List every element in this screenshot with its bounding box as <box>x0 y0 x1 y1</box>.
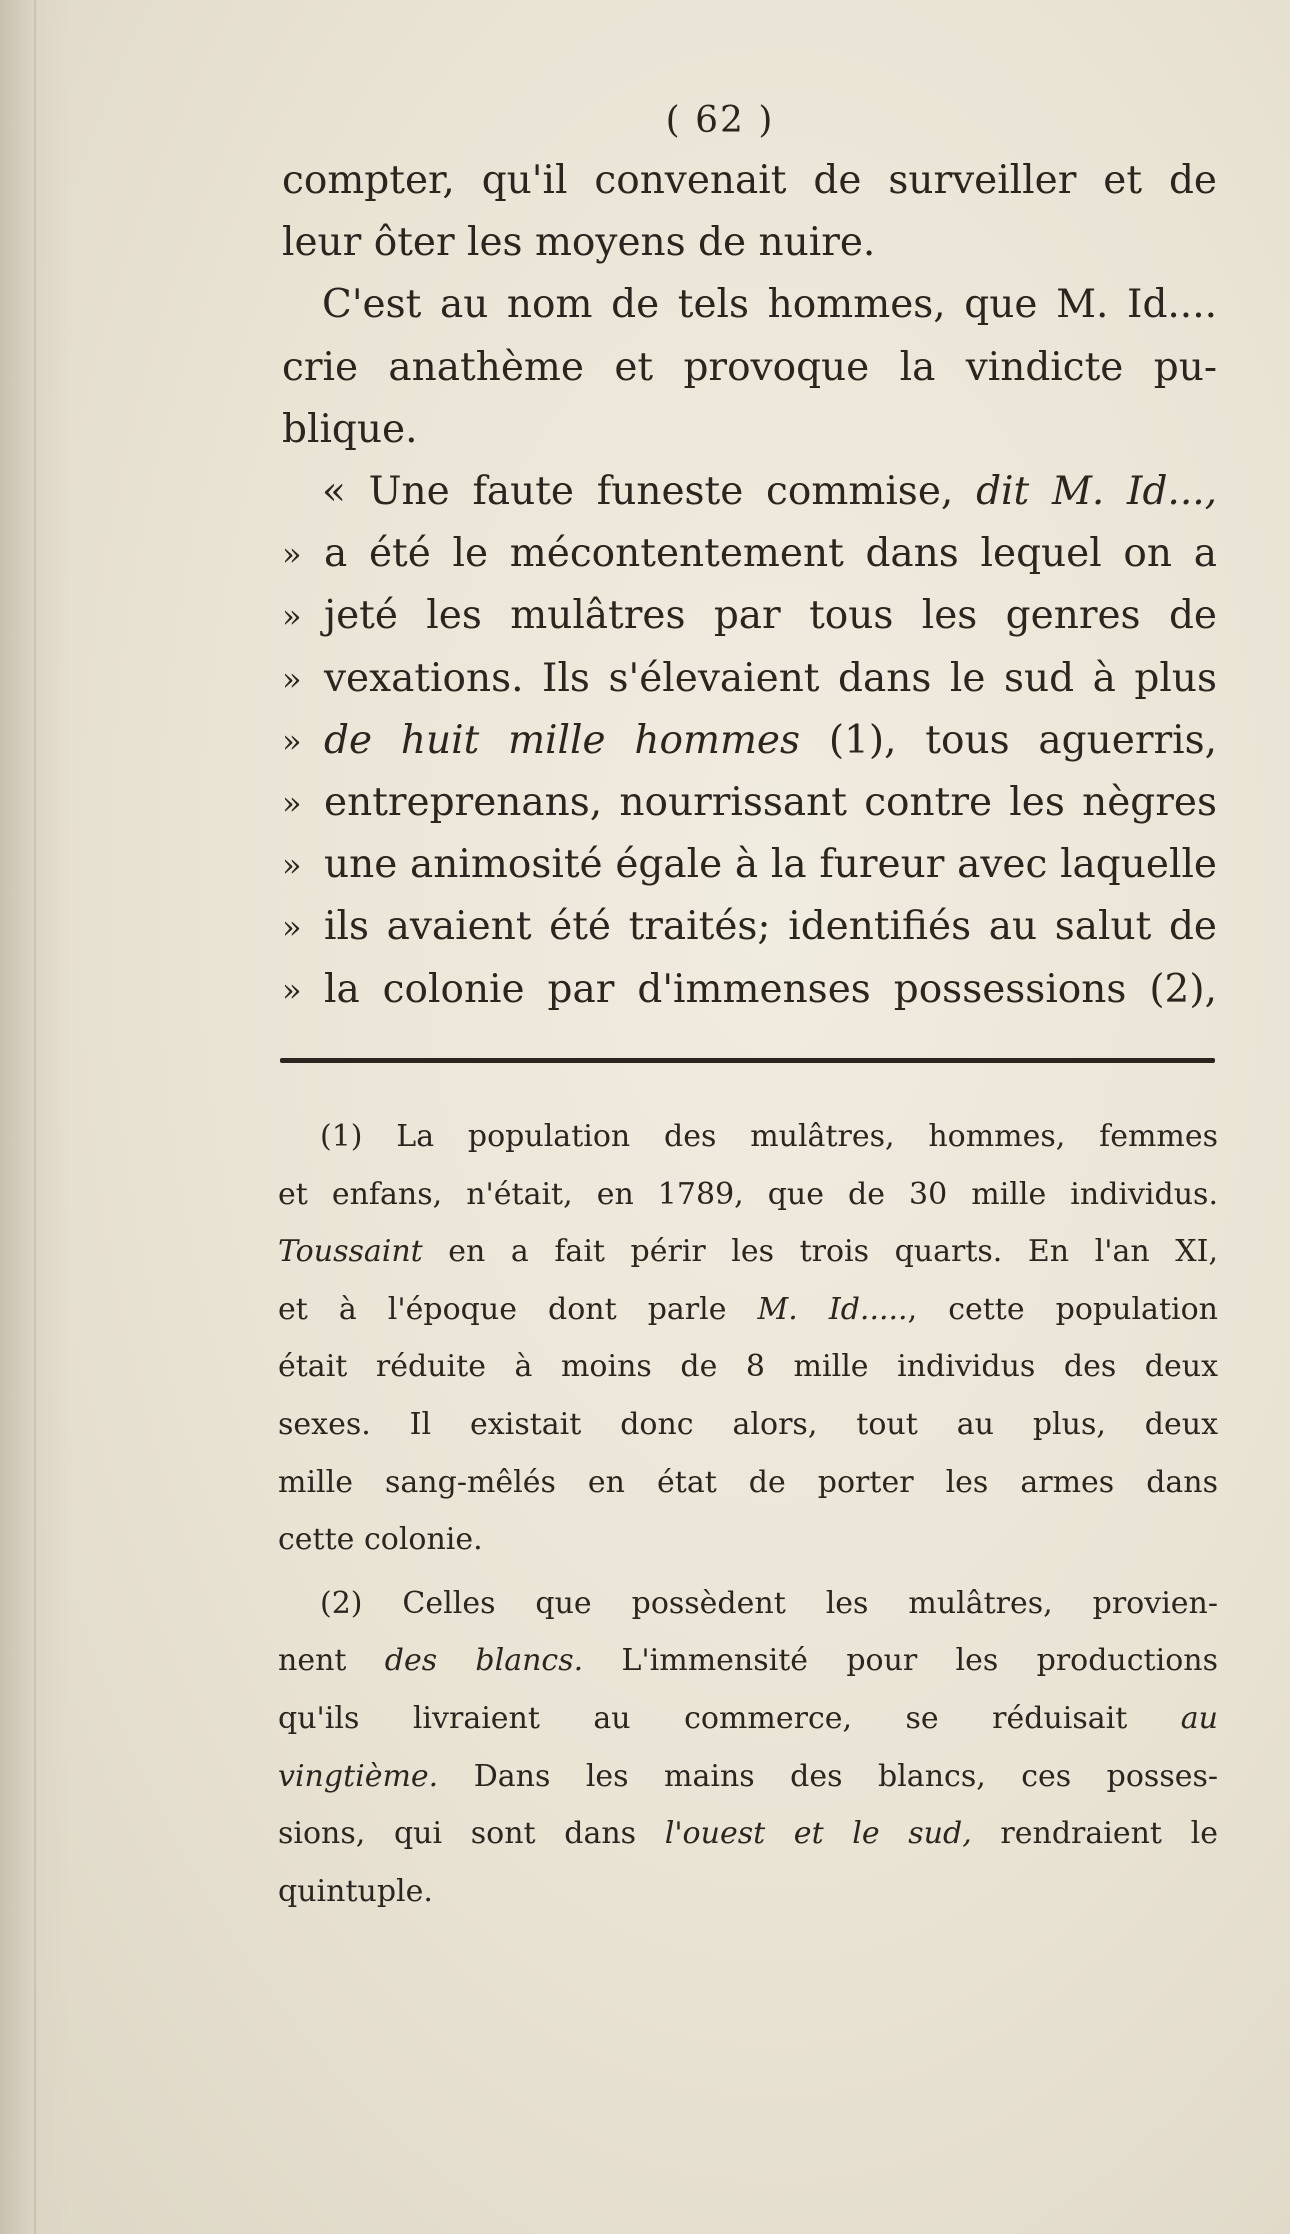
footnote-line: cette colonie. <box>278 1522 483 1558</box>
quote-line: » ils avaient été traités; identifiés au salut de <box>282 904 1217 950</box>
text-line: blique. <box>282 406 418 452</box>
page-number: ( 62 ) <box>665 100 775 141</box>
text-line: crie anathème et provoque la vindicte pu- <box>282 344 1217 390</box>
text-line: C'est au nom de tels hommes, que M. Id.... <box>322 282 1217 328</box>
footnote-line: nent des blancs. L'immensité pour les productions <box>278 1643 1218 1679</box>
footnote-line: (2) Celles que possèdent les mulâtres, provien- <box>320 1585 1218 1621</box>
quote-line: » la colonie par d'immenses possessions (2), <box>282 966 1217 1012</box>
quote-line: » jeté les mulâtres par tous les genres de <box>282 593 1217 639</box>
footnote-line: vingtième. Dans les mains des blancs, ces posses- <box>278 1758 1218 1794</box>
footnote-line: était réduite à moins de 8 mille individus des deux <box>278 1349 1218 1385</box>
quote-line: » vexations. Ils s'élevaient dans le sud à plus <box>282 655 1217 701</box>
text-line: compter, qu'il convenait de surveiller et de <box>282 158 1217 203</box>
quote-opening-line: « Une faute funeste commise, dit M. Id..., <box>322 469 1218 515</box>
footnote-line: Toussaint en a fait périr les trois quarts. En l'an XI, <box>278 1234 1218 1270</box>
footnote-line: mille sang-mêlés en état de porter les armes dans <box>278 1464 1218 1500</box>
footnotes <box>278 1108 1218 1920</box>
footnote-line: et à l'époque dont parle M. Id....., cette population <box>278 1291 1218 1327</box>
footnote-line: sions, qui sont dans l'ouest et le sud, rendraient le <box>278 1816 1218 1852</box>
footnote-line: qu'ils livraient au commerce, se réduisait au <box>278 1700 1218 1736</box>
footnote-line: quintuple. <box>278 1873 433 1909</box>
quote-line: » a été le mécontentement dans lequel on a <box>282 531 1217 577</box>
footnote-line: et enfans, n'était, en 1789, que de 30 mille individus. <box>278 1176 1218 1212</box>
binding-fold <box>34 0 36 2234</box>
footnote-separator-rule <box>280 1058 1215 1063</box>
footnote-2 <box>278 1575 1218 1921</box>
footnote-1 <box>278 1108 1218 1569</box>
quote-line: » une animosité égale à la fureur avec laquelle <box>282 842 1217 888</box>
quote-line: » de huit mille hommes (1), tous aguerris, <box>282 717 1217 763</box>
footnote-line: sexes. Il existait donc alors, tout au plus, deux <box>278 1406 1218 1442</box>
quote-line: » entreprenans, nourrissant contre les nègres <box>282 780 1217 826</box>
main-text <box>282 150 1217 1021</box>
footnote-line: (1) La population des mulâtres, hommes, femmes <box>320 1119 1218 1154</box>
text-line: leur ôter les moyens de nuire. <box>282 220 876 266</box>
